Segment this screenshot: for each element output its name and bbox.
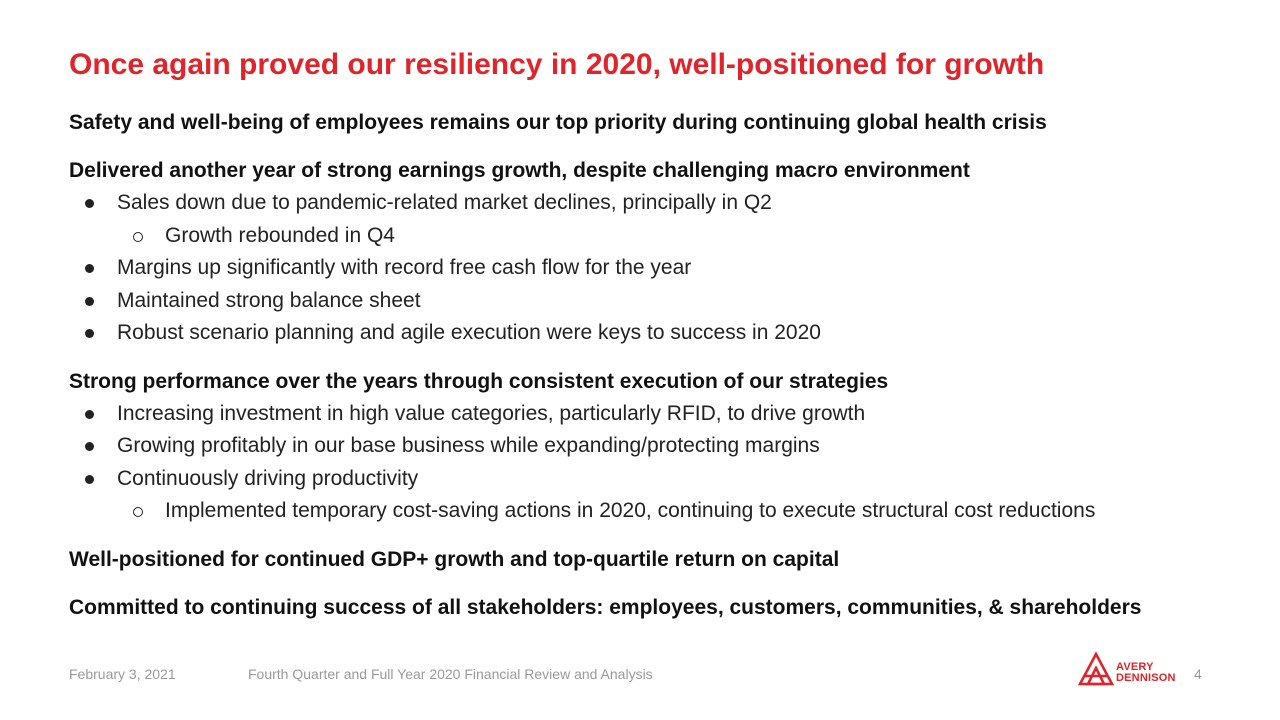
filled-bullet-icon xyxy=(85,442,94,451)
section-heading: Safety and well-being of employees remains our top priority during continuing global health crisis xyxy=(69,111,1047,134)
hollow-bullet-icon xyxy=(133,232,143,242)
filled-bullet-icon xyxy=(85,264,94,273)
bullet-item: Maintained strong balance sheet xyxy=(69,285,1269,318)
filled-bullet-icon xyxy=(85,410,94,419)
filled-bullet-icon xyxy=(85,297,94,306)
footer-report-title: Fourth Quarter and Full Year 2020 Financial Review and Analysis xyxy=(248,666,653,682)
section-heading: Well-positioned for continued GDP+ growth and top-quartile return on capital xyxy=(69,547,840,571)
bullet-item: Sales down due to pandemic-related market declines, principally in Q2 xyxy=(69,187,1269,220)
filled-bullet-icon xyxy=(85,199,94,208)
slide-content xyxy=(69,107,1269,624)
page-number: 4 xyxy=(1194,666,1202,682)
section-heading: Strong performance over the years through consistent execution of our strategies xyxy=(69,369,889,393)
footer-date: February 3, 2021 xyxy=(69,666,176,682)
bullet-item: Margins up significantly with record free cash flow for the year xyxy=(69,252,1269,285)
bullet-item: Continuously driving productivity xyxy=(69,463,1269,496)
sub-bullet-item: Implemented temporary cost-saving actions in 2020, continuing to execute structural cost reductions xyxy=(69,495,1269,528)
bullet-item: Robust scenario planning and agile execution were keys to success in 2020 xyxy=(69,317,1269,350)
sub-bullet-item: Growth rebounded in Q4 xyxy=(69,220,1269,253)
bullet-item: Growing profitably in our base business while expanding/protecting margins xyxy=(69,430,1269,463)
filled-bullet-icon xyxy=(85,475,94,484)
bullet-item: Increasing investment in high value categories, particularly RFID, to drive growth xyxy=(69,398,1269,431)
section-heading: Delivered another year of strong earnings growth, despite challenging macro environment xyxy=(69,159,970,182)
filled-bullet-icon xyxy=(85,329,94,338)
slide-title: Once again proved our resiliency in 2020, well-positioned for growth xyxy=(69,48,1045,81)
hollow-bullet-icon xyxy=(133,507,143,517)
logo-wordmark: AVERY DENNISON xyxy=(1116,661,1176,684)
section-heading: Committed to continuing success of all stakeholders: employees, customers, communities, & shareholders xyxy=(69,595,1142,619)
